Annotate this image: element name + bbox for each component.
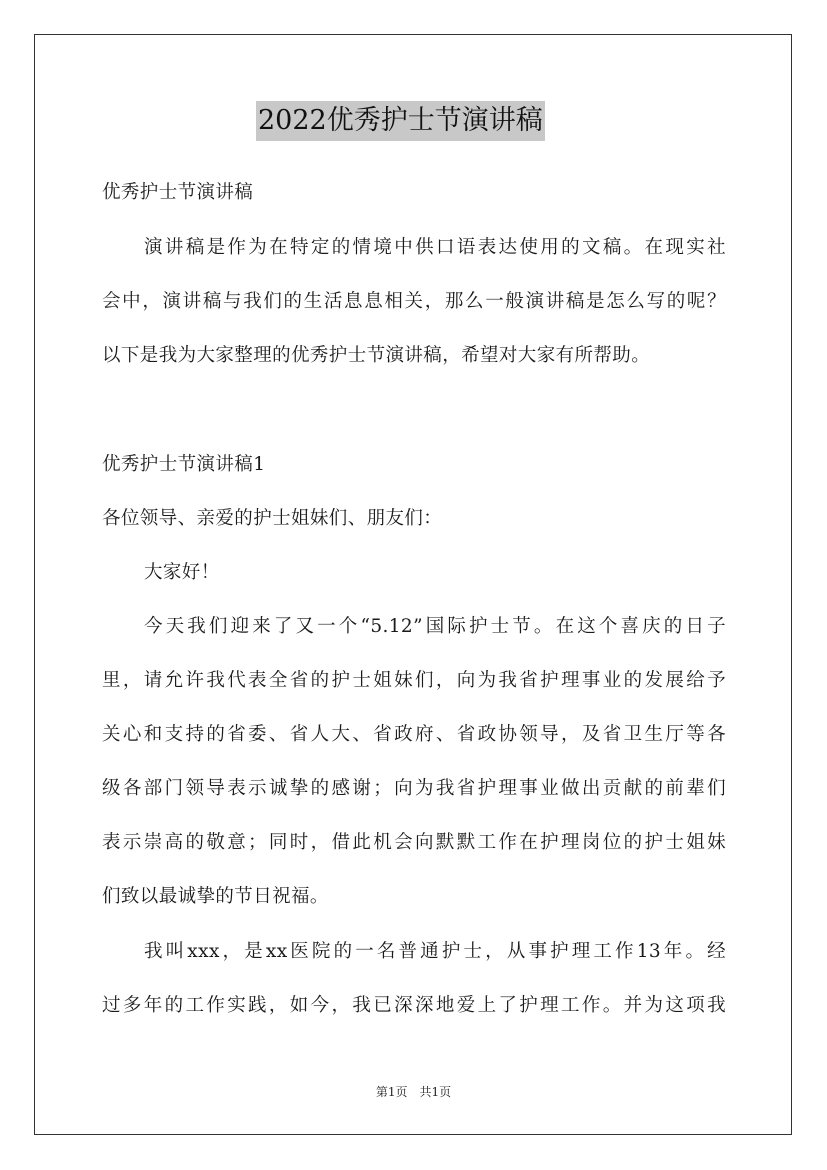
salutation: 各位领导、亲爱的护士姐妹们、朋友们：: [102, 508, 443, 529]
intro-line-1: 演讲稿是作为在特定的情境中供口语表达使用的文稿。在现实社: [144, 237, 726, 258]
paragraph1-line-2: 里，请允许我代表全省的护士姐妹们，向为我省护理事业的发展给予: [102, 670, 726, 691]
intro-line-2: 会中，演讲稿与我们的生活息息相关，那么一般演讲稿是怎么写的呢？: [102, 291, 726, 312]
paragraph1-line-6: 们致以最诚挚的节日祝福。: [102, 886, 329, 907]
document-subtitle: 优秀护士节演讲稿: [102, 182, 254, 203]
document-title: 2022优秀护士节演讲稿: [256, 101, 545, 141]
page-number-footer: 第1页 共1页: [375, 1085, 452, 1099]
paragraph1-line-5: 表示崇高的敬意；同时，借此机会向默默工作在护理岗位的护士姐妹: [102, 832, 726, 853]
paragraph1-line-3: 关心和支持的省委、省人大、省政府、省政协领导，及省卫生厅等各: [102, 724, 726, 745]
paragraph2-line-2: 过多年的工作实践，如今，我已深深地爱上了护理工作。并为这项我: [102, 995, 726, 1016]
section-heading: 优秀护士节演讲稿1: [102, 454, 266, 475]
intro-line-3: 以下是我为大家整理的优秀护士节演讲稿，希望对大家有所帮助。: [102, 345, 651, 366]
paragraph1-line-1: 今天我们迎来了又一个“5.12”国际护士节。在这个喜庆的日子: [144, 616, 726, 637]
greeting: 大家好！: [144, 562, 220, 583]
paragraph1-line-4: 级各部门领导表示诚挚的感谢；向为我省护理事业做出贡献的前辈们: [102, 778, 726, 799]
paragraph2-line-1: 我叫xxx，是xx医院的一名普通护士，从事护理工作13年。经: [144, 941, 726, 962]
